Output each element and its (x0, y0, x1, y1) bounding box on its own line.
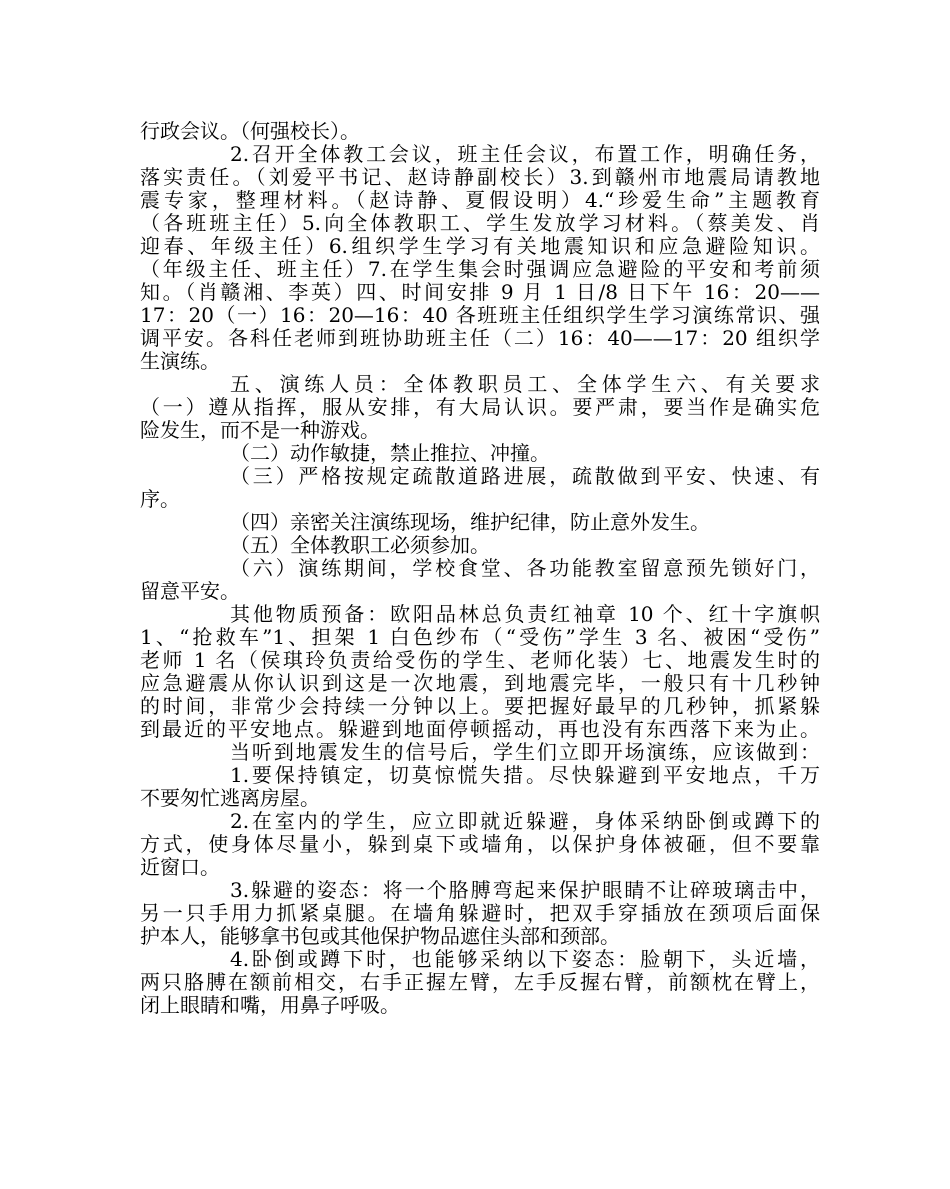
text-line: 不要匆忙逃离房屋。 (140, 786, 320, 810)
text-line: 生演练。 (140, 349, 220, 373)
text-line: 五、演练人员：全体教职员工、全体学生六、有关要求 (230, 372, 820, 396)
text-line: （六）演练期间，学校食堂、各功能教室留意预先锁好门， (230, 556, 820, 580)
text-line: 两只胳膊在额前相交，右手正握左臂，左手反握右臂，前额枕在臂上， (140, 970, 820, 994)
text-line: （四）亲密关注演练现场，维护纪律，防止意外发生。 (230, 510, 710, 534)
text-line: 17：20（一）16：20—16：40 各班班主任组织学生学习演练常识、强 (140, 303, 820, 327)
text-line: 1.要保持镇定，切莫惊慌失措。尽快躲避到平安地点，千万 (230, 763, 820, 787)
text-line: （三）严格按规定疏散道路进展，疏散做到平安、快速、有 (230, 464, 820, 488)
text-line: 序。 (140, 487, 180, 511)
text-line: 险发生，而不是一种游戏。 (140, 418, 380, 442)
text-line: 闭上眼睛和嘴，用鼻子呼吸。 (140, 993, 400, 1017)
text-line: 2.在室内的学生，应立即就近躲避，身体采纳卧倒或蹲下的 (230, 809, 820, 833)
text-line: 到最近的平安地点。躲避到地面停顿摇动，再也没有东西落下来为止。 (140, 717, 820, 741)
text-line: 知。（肖赣湘、李英）四、时间安排 9 月 1 日/8 日下午 16：20—— (140, 280, 820, 304)
text-line: 的时间，非常少会持续一分钟以上。要把握好最早的几秒钟，抓紧躲 (140, 694, 820, 718)
document-page (140, 120, 820, 1017)
text-line: 当听到地震发生的信号后，学生们立即开场演练，应该做到： (230, 740, 820, 764)
text-line: 方式，使身体尽量小，躲到桌下或墙角，以保护身体被砸，但不要靠 (140, 832, 820, 856)
text-line: 迎春、年级主任）6.组织学生学习有关地震知识和应急避险知识。 (140, 234, 820, 258)
text-line: 调平安。各科任老师到班协助班主任（二）16：40——17：20 组织学 (140, 326, 820, 350)
text-line: （各班班主任）5.向全体教职工、学生发放学习材料。（蔡美发、肖 (140, 211, 820, 235)
text-line: 其他物质预备：欧阳品林总负责红袖章 10 个、红十字旗帜 (230, 602, 820, 626)
text-line: 3.躲避的姿态：将一个胳膊弯起来保护眼睛不让碎玻璃击中， (230, 878, 820, 902)
text-line: 2.召开全体教工会议，班主任会议，布置工作，明确任务， (230, 142, 820, 166)
text-line: 另一只手用力抓紧桌腿。在墙角躲避时，把双手穿插放在颈项后面保 (140, 901, 820, 925)
text-line: 应急避震从你认识到这是一次地震，到地震完毕，一般只有十几秒钟 (140, 671, 820, 695)
text-line: 近窗口。 (140, 855, 220, 879)
text-line: （二）动作敏捷，禁止推拉、冲撞。 (230, 441, 550, 465)
text-line: 1、“抢救车”1、担架 1 白色纱布（“受伤”学生 3 名、被困“受伤” (140, 625, 820, 649)
text-line: 护本人，能够拿书包或其他保护物品遮住头部和颈部。 (140, 924, 620, 948)
text-line: 落实责任。（刘爱平书记、赵诗静副校长）3.到赣州市地震局请教地 (140, 165, 820, 189)
text-line: 震专家，整理材料。（赵诗静、夏假设明）4.“珍爱生命”主题教育 (140, 188, 820, 212)
text-line: 行政会议。（何强校长）。 (140, 119, 360, 143)
text-line: 4.卧倒或蹲下时，也能够采纳以下姿态：脸朝下，头近墙， (230, 947, 820, 971)
text-line: （年级主任、班主任）7.在学生集会时强调应急避险的平安和考前须 (140, 257, 820, 281)
text-line: 留意平安。 (140, 579, 240, 603)
text-line: （一）遵从指挥，服从安排，有大局认识。要严肃，要当作是确实危 (140, 395, 820, 419)
text-line: 老师 1 名（侯琪玲负责给受伤的学生、老师化装）七、地震发生时的 (140, 648, 820, 672)
text-line: （五）全体教职工必须参加。 (230, 533, 490, 557)
